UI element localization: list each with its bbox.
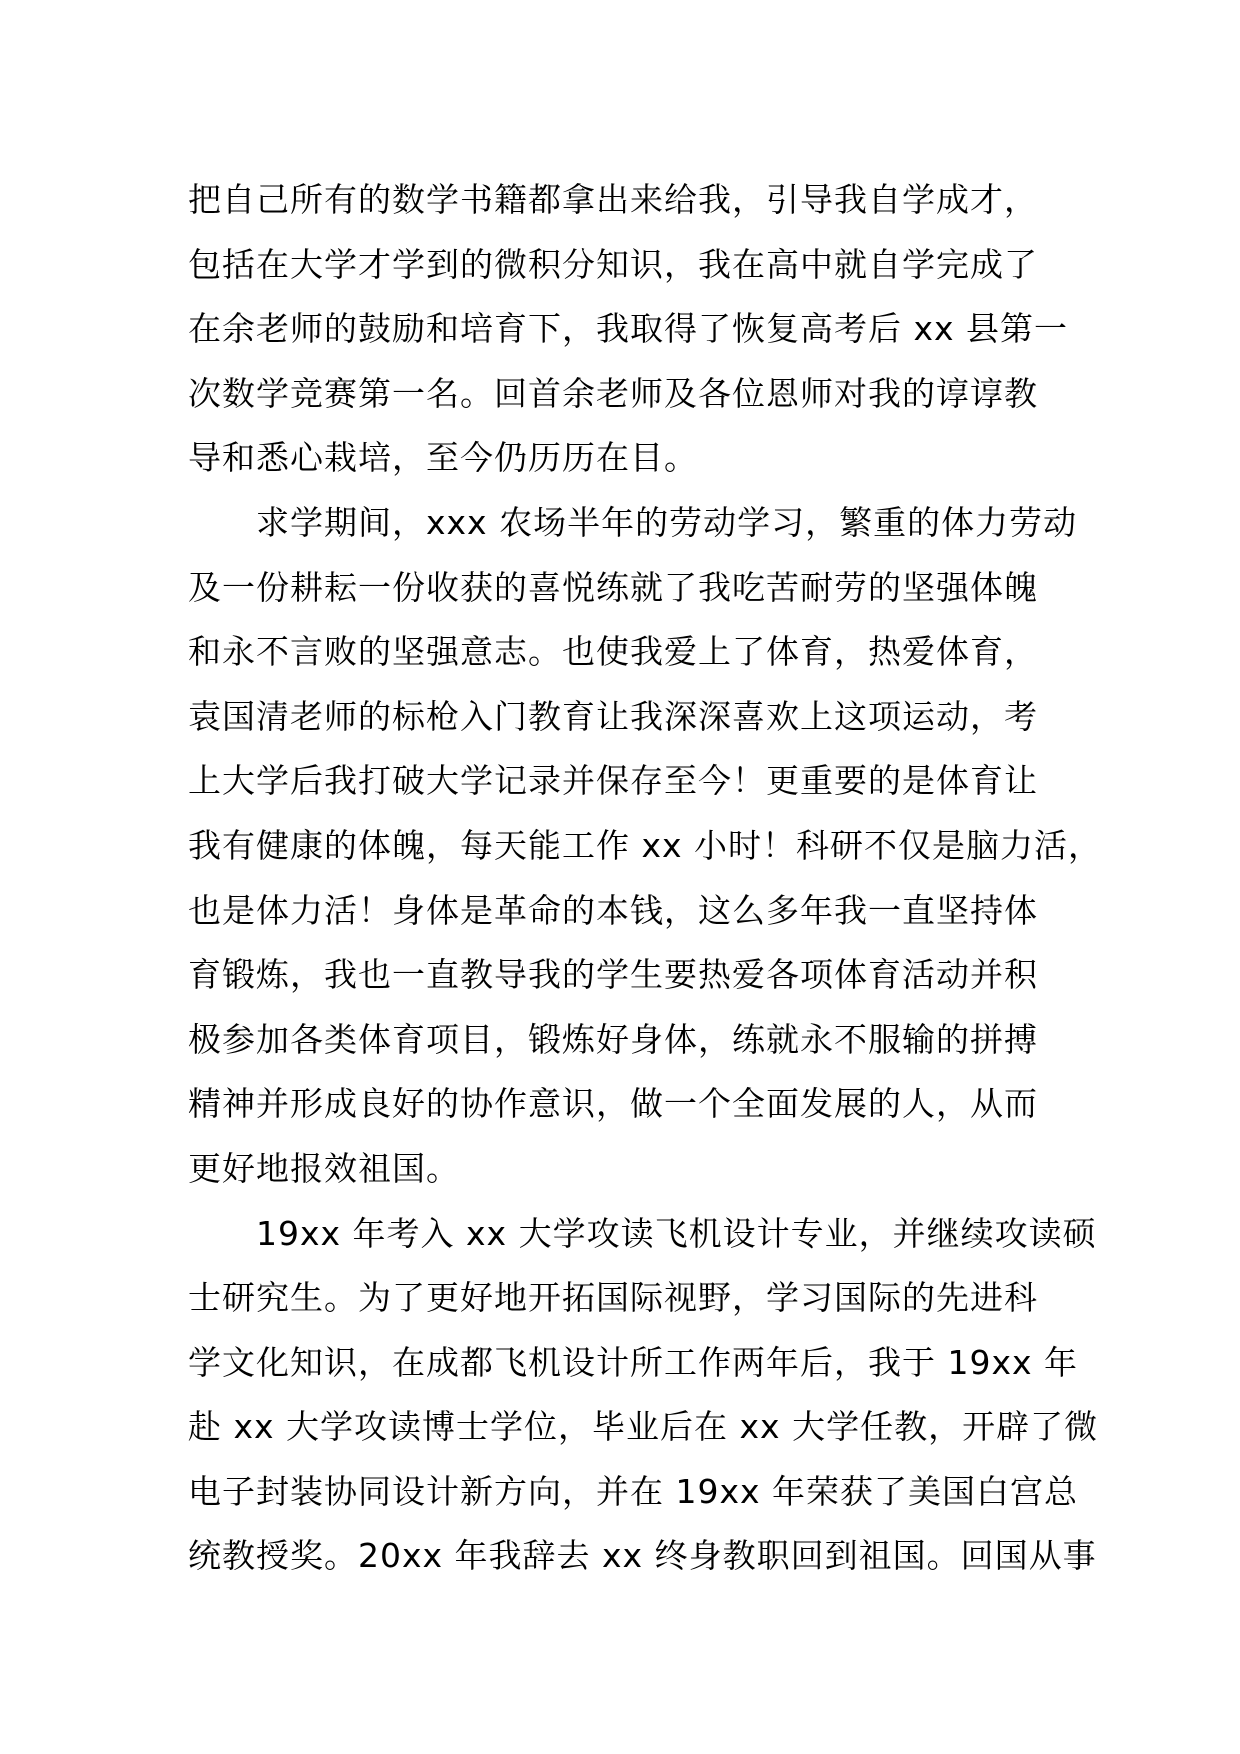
text-line: 在余老师的鼓励和培育下，我取得了恢复高考后 xx 县第一 xyxy=(188,309,1069,349)
text-line: 次数学竞赛第一名。回首余老师及各位恩师对我的谆谆教 xyxy=(188,373,1038,413)
text-line: 把自己所有的数学书籍都拿出来给我，引导我自学成才， xyxy=(188,180,1038,219)
text-line: 包括在大学才学到的微积分知识，我在高中就自学完成了 xyxy=(188,244,1038,284)
paragraph-start-line: 19xx 年考入 xx 大学攻读飞机设计专业，并继续攻读硕 xyxy=(256,1213,1097,1253)
text-line: 学文化知识，在成都飞机设计所工作两年后，我于 19xx 年 xyxy=(188,1342,1079,1382)
text-line: 统教授奖。20xx 年我辞去 xx 终身教职回到祖国。回国从事 xyxy=(188,1536,1097,1576)
text-line: 士研究生。为了更好地开拓国际视野，学习国际的先进科 xyxy=(188,1278,1038,1318)
text-line: 和永不言败的坚强意志。也使我爱上了体育，热爱体育， xyxy=(188,632,1038,672)
text-line: 上大学后我打破大学记录并保存至今！更重要的是体育让 xyxy=(188,761,1038,801)
text-line: 极参加各类体育项目，锻炼好身体，练就永不服输的拼搏 xyxy=(188,1019,1038,1059)
text-line: 导和悉心栽培，至今仍历历在目。 xyxy=(188,438,698,478)
text-line: 袁国清老师的标枪入门教育让我深深喜欢上这项运动，考 xyxy=(188,696,1038,736)
text-line: 及一份耕耘一份收获的喜悦练就了我吃苦耐劳的坚强体魄 xyxy=(188,567,1038,607)
text-line: 精神并形成良好的协作意识，做一个全面发展的人，从而 xyxy=(188,1084,1038,1124)
text-line: 也是体力活！身体是革命的本钱，这么多年我一直坚持体 xyxy=(188,890,1038,930)
text-line: 育锻炼，我也一直教导我的学生要热爱各项体育活动并积 xyxy=(188,955,1038,995)
paragraph-start-line: 求学期间，xxx 农场半年的劳动学习，繁重的体力劳动 xyxy=(256,502,1078,542)
text-line: 我有健康的体魄，每天能工作 xx 小时！科研不仅是脑力活， xyxy=(188,825,1103,865)
text-line: 赴 xx 大学攻读博士学位，毕业后在 xx 大学任教，开辟了微 xyxy=(188,1407,1099,1447)
text-line: 更好地报效祖国。 xyxy=(188,1148,460,1188)
body-text xyxy=(188,168,1103,1589)
text-line: 电子封装协同设计新方向，并在 19xx 年荣获了美国白宫总 xyxy=(188,1471,1079,1511)
